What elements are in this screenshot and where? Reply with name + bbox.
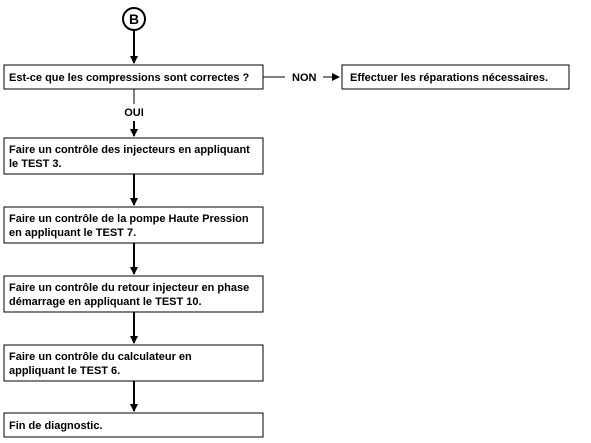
step-box-3 xyxy=(4,276,263,312)
step-2-line-2: en appliquant le TEST 7. xyxy=(9,227,137,239)
connector-b xyxy=(123,8,145,30)
connector-label: B xyxy=(128,11,140,27)
step-1-line-2: le TEST 3. xyxy=(9,158,62,170)
question-text: Est-ce que les compressions sont correctes ? xyxy=(9,72,250,84)
branch-yes-label: OUI xyxy=(124,107,144,119)
end-text: Fin de diagnostic. xyxy=(9,420,103,432)
question-box xyxy=(4,65,263,89)
step-4-line-2: appliquant le TEST 6. xyxy=(9,365,121,377)
end-box xyxy=(4,413,263,437)
branch-no-label: NON xyxy=(292,72,317,84)
step-box-4 xyxy=(4,345,263,381)
step-box-1 xyxy=(4,138,263,174)
step-4-line-1: Faire un contrôle du calculateur en xyxy=(9,351,192,363)
step-box-2 xyxy=(4,207,263,243)
step-3-line-2: démarrage en appliquant le TEST 10. xyxy=(9,296,202,308)
step-1-line-1: Faire un contrôle des injecteurs en appliquant xyxy=(9,144,250,156)
no-action-box xyxy=(342,65,569,89)
step-2-line-1: Faire un contrôle de la pompe Haute Pression xyxy=(9,213,249,225)
step-3-line-1: Faire un contrôle du retour injecteur en phase xyxy=(9,282,250,294)
no-action-text: Effectuer les réparations nécessaires. xyxy=(350,72,549,84)
